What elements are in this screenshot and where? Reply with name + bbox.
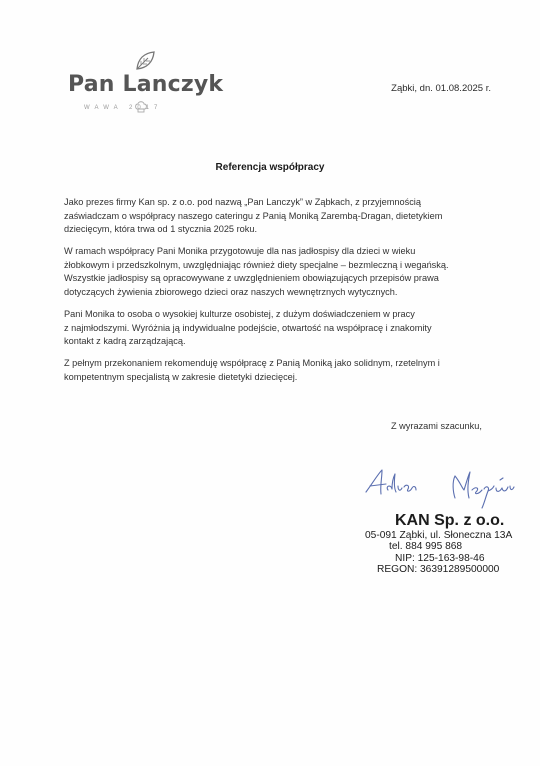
- body-line: dotyczących żywienia zbiorowego dzieci oraz naszych wewnętrznych wytycznych.: [64, 287, 398, 298]
- body-line: kompetentnym specjalistą w zakresie dietetyki dziecięcej.: [64, 372, 298, 383]
- stamp-phone: tel. 884 995 868: [389, 541, 463, 553]
- letter-body: [64, 196, 484, 393]
- paragraph-recommendation: [64, 357, 484, 384]
- stamp-address: 05-091 Ząbki, ul. Słoneczna 13A: [365, 530, 513, 541]
- company-stamp: [365, 512, 525, 576]
- stamp-nip: NIP: 125-163-98-46: [395, 552, 485, 564]
- stamp-regon: REGON: 36391289500000: [377, 564, 500, 576]
- letter-date: Ząbki, dn. 01.08.2025 r.: [391, 83, 491, 94]
- leaf-icon: [134, 50, 156, 72]
- company-logo: [62, 48, 222, 123]
- body-line: Pani Monika to osoba o wysokiej kulturze osobistej, z dużym doświadczeniem w pracy: [64, 309, 415, 320]
- paragraph-qualities: [64, 308, 484, 349]
- body-line: żłobkowym i przedszkolnym, uwzględniając również diety specjalne – bezmleczną i wegańską.: [64, 259, 449, 270]
- closing-phrase: Z wyrazami szacunku,: [391, 421, 482, 431]
- stamp-company-name: KAN Sp. z o.o.: [395, 512, 505, 529]
- body-line: Z pełnym przekonaniem rekomenduję współpracę z Panią Moniką jako solidnym, rzetelnym i: [64, 358, 440, 369]
- body-line: dziecięcym, która trwa od 1 stycznia 2025 roku.: [64, 224, 258, 235]
- letter-title: Referencja współpracy: [215, 162, 325, 173]
- paragraph-intro: [64, 196, 484, 237]
- body-line: zaświadczam o współpracy naszego cateringu z Panią Moniką Zarembą-Dragan, dietetykiem: [64, 210, 443, 221]
- paragraph-scope: [64, 245, 484, 299]
- body-line: Wszystkie jadłospisy są opracowywane z uwzględnieniem obowiązujących przepisów prawa: [64, 273, 439, 284]
- body-line: z najmłodszymi. Wyróżnia ją indywidualne podejście, otwartość na współpracę i znakomity: [64, 322, 432, 333]
- logo-subtitle: WAWA 2017: [84, 105, 163, 111]
- body-line: W ramach współpracy Pani Monika przygotowuje dla nas jadłospisy dla dzieci w wieku: [64, 246, 416, 257]
- body-line: kontakt z kadrą zarządzającą.: [64, 336, 186, 347]
- handwritten-signature: [360, 462, 530, 510]
- body-line: Jako prezes firmy Kan sp. z o.o. pod nazwą „Pan Lanczyk” w Ząbkach, z przyjemnością: [64, 197, 421, 207]
- logo-name: Pan Lanczyk: [68, 72, 224, 97]
